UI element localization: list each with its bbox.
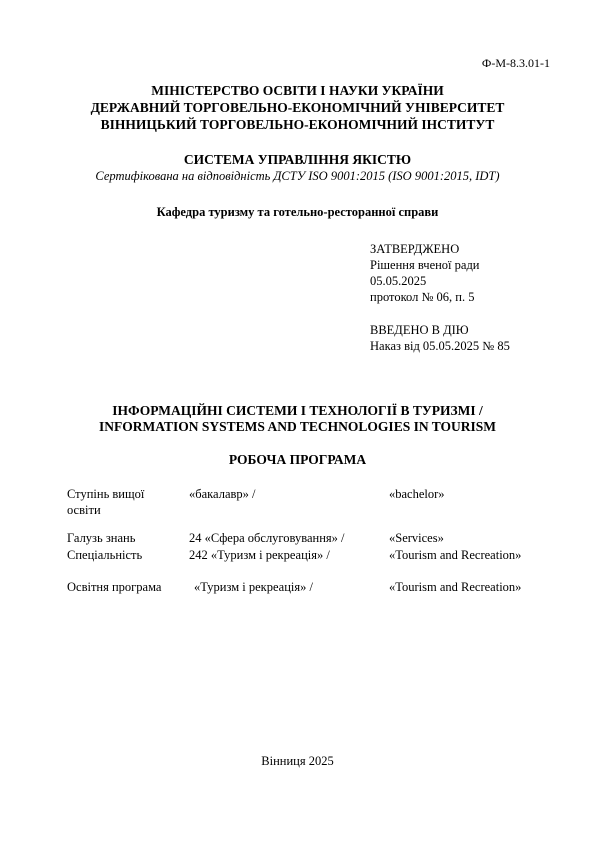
program-value-ua: «Туризм і рекреація» / xyxy=(194,580,313,594)
order-line: Наказ від 05.05.2025 № 85 xyxy=(370,339,510,353)
field-label: Галузь знань xyxy=(67,531,136,545)
course-title-en: INFORMATION SYSTEMS AND TECHNOLOGIES IN TOURISM xyxy=(99,419,496,434)
specialty-value-ua: 242 «Туризм і рекреація» / xyxy=(189,548,330,562)
program-label: Освітня програма xyxy=(67,580,162,594)
field-value-en: «Services» xyxy=(389,531,444,545)
introduced-heading: ВВЕДЕНО В ДІЮ xyxy=(370,323,469,337)
specialty-value-en: «Tourism and Recreation» xyxy=(389,548,522,562)
ministry-title: МІНІСТЕРСТВО ОСВІТИ І НАУКИ УКРАЇНИ xyxy=(151,83,444,98)
field-value-ua: 24 «Сфера обслуговування» / xyxy=(189,531,345,545)
approved-heading: ЗАТВЕРДЖЕНО xyxy=(370,242,460,256)
degree-value-ua: «бакалавр» / xyxy=(189,487,256,501)
university-title: ДЕРЖАВНИЙ ТОРГОВЕЛЬНО-ЕКОНОМІЧНИЙ УНІВЕРСИТЕТ xyxy=(90,100,505,115)
department-line: Кафедра туризму та готельно-ресторанної справи xyxy=(156,205,439,219)
city-year: Вінниця 2025 xyxy=(261,754,334,768)
degree-value-en: «bachelor» xyxy=(389,487,445,501)
course-title-ua: ІНФОРМАЦІЙНІ СИСТЕМИ І ТЕХНОЛОГІЇ В ТУРИЗМІ / xyxy=(112,403,483,418)
form-code: Ф-М-8.3.01-1 xyxy=(481,56,550,70)
institute-title: ВІННИЦЬКИЙ ТОРГОВЕЛЬНО-ЕКОНОМІЧНИЙ ІНСТИТУТ xyxy=(100,117,495,132)
program-value-en: «Tourism and Recreation» xyxy=(389,580,522,594)
program-type: РОБОЧА ПРОГРАМА xyxy=(228,452,367,467)
degree-label-line2: освіти xyxy=(67,503,101,517)
degree-label-line1: Ступінь вищої xyxy=(67,487,145,501)
certification-line: Сертифікована на відповідність ДСТУ ISO 9001:2015 (ISO 9001:2015, IDT) xyxy=(95,169,500,183)
specialty-label: Спеціальність xyxy=(67,548,143,562)
quality-system-title: СИСТЕМА УПРАВЛІННЯ ЯКІСТЮ xyxy=(183,152,412,167)
protocol-line: протокол № 06, п. 5 xyxy=(370,290,475,304)
approval-date: 05.05.2025 xyxy=(370,274,427,288)
council-decision: Рішення вченої ради xyxy=(370,258,480,272)
